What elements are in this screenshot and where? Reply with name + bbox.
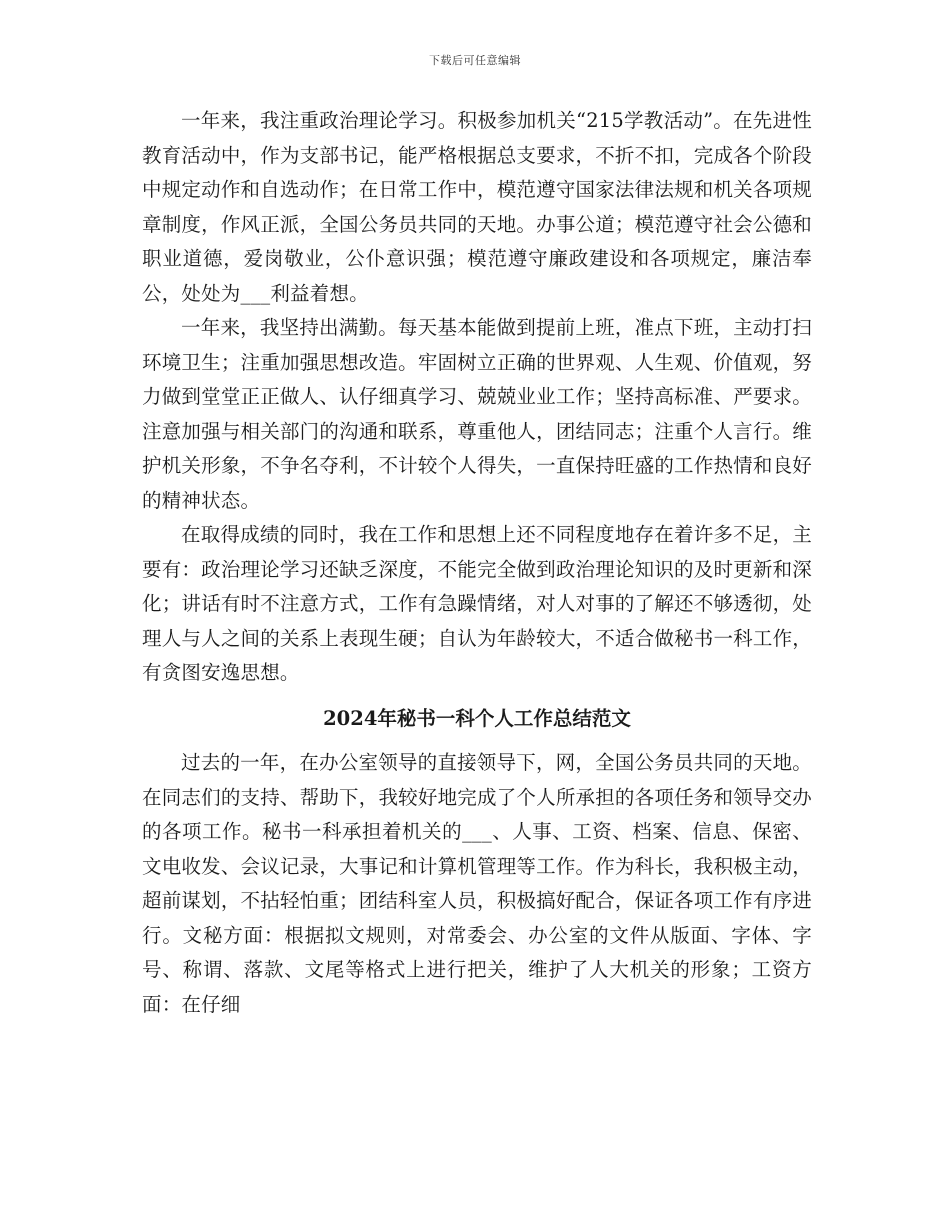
document-body — [142, 104, 812, 1022]
body-paragraph-2: 一年来，我坚持出满勤。每天基本能做到提前上班，准点下班，主动打扫环境卫生；注重加强思想改造。牢固树立正确的世界观、人生观、价值观，努力做到堂堂正正做人、认仔细真学习、兢兢业业工作；坚持高标准、严要求。注意加强与相关部门的沟通和联系，尊重他人，团结同志；注重个人言行。维护机关形象，不争名夺利，不计较个人得失，一直保持旺盛的工作热情和良好的精神状态。 — [142, 316, 812, 512]
body-paragraph-4: 过去的一年，在办公室领导的直接领导下，网，全国公务员共同的天地。在同志们的支持、帮助下，我较好地完成了个人所承担的各项任务和领导交办的各项工作。秘书一科承担着机关的___、人事、工资、档案、信息、保密、文电收发、会议记录，大事记和计算机管理等工作。作为科长，我积极主动，超前谋划，不拈轻怕重；团结科室人员，积极搞好配合，保证各项工作有序进行。文秘方面：根据拟文规则，对常委会、办公室的文件从版面、字体、字号、称谓、落款、文尾等格式上进行把关，维护了人大机关的形象；工资方面：在仔细 — [142, 751, 812, 1016]
body-paragraph-3: 在取得成绩的同时，我在工作和思想上还不同程度地存在着许多不足，主要有：政治理论学习还缺乏深度，不能完全做到政治理论知识的及时更新和深化；讲话有时不注意方式，工作有急躁情绪，对人对事的了解还不够透彻，处理人与人之间的关系上表现生硬；自认为年龄较大，不适合做秘书一科工作，有贪图安逸思想。 — [142, 523, 812, 684]
section-title: 2024年秘书一科个人工作总结范文 — [323, 706, 631, 730]
page-header-note: 下载后可任意编辑 — [429, 54, 521, 67]
body-paragraph-1: 一年来，我注重政治理论学习。积极参加机关“215学教活动”。在先进性教育活动中，作为支部书记，能严格根据总支要求，不折不扣，完成各个阶段中规定动作和自选动作；在日常工作中，模范遵守国家法律法规和机关各项规章制度，作风正派，全国公务员共同的天地。办事公道；模范遵守社会公德和职业道德，爱岗敬业，公仆意识强；模范遵守廉政建设和各项规定，廉洁奉公，处处为___利益着想。 — [142, 109, 812, 305]
